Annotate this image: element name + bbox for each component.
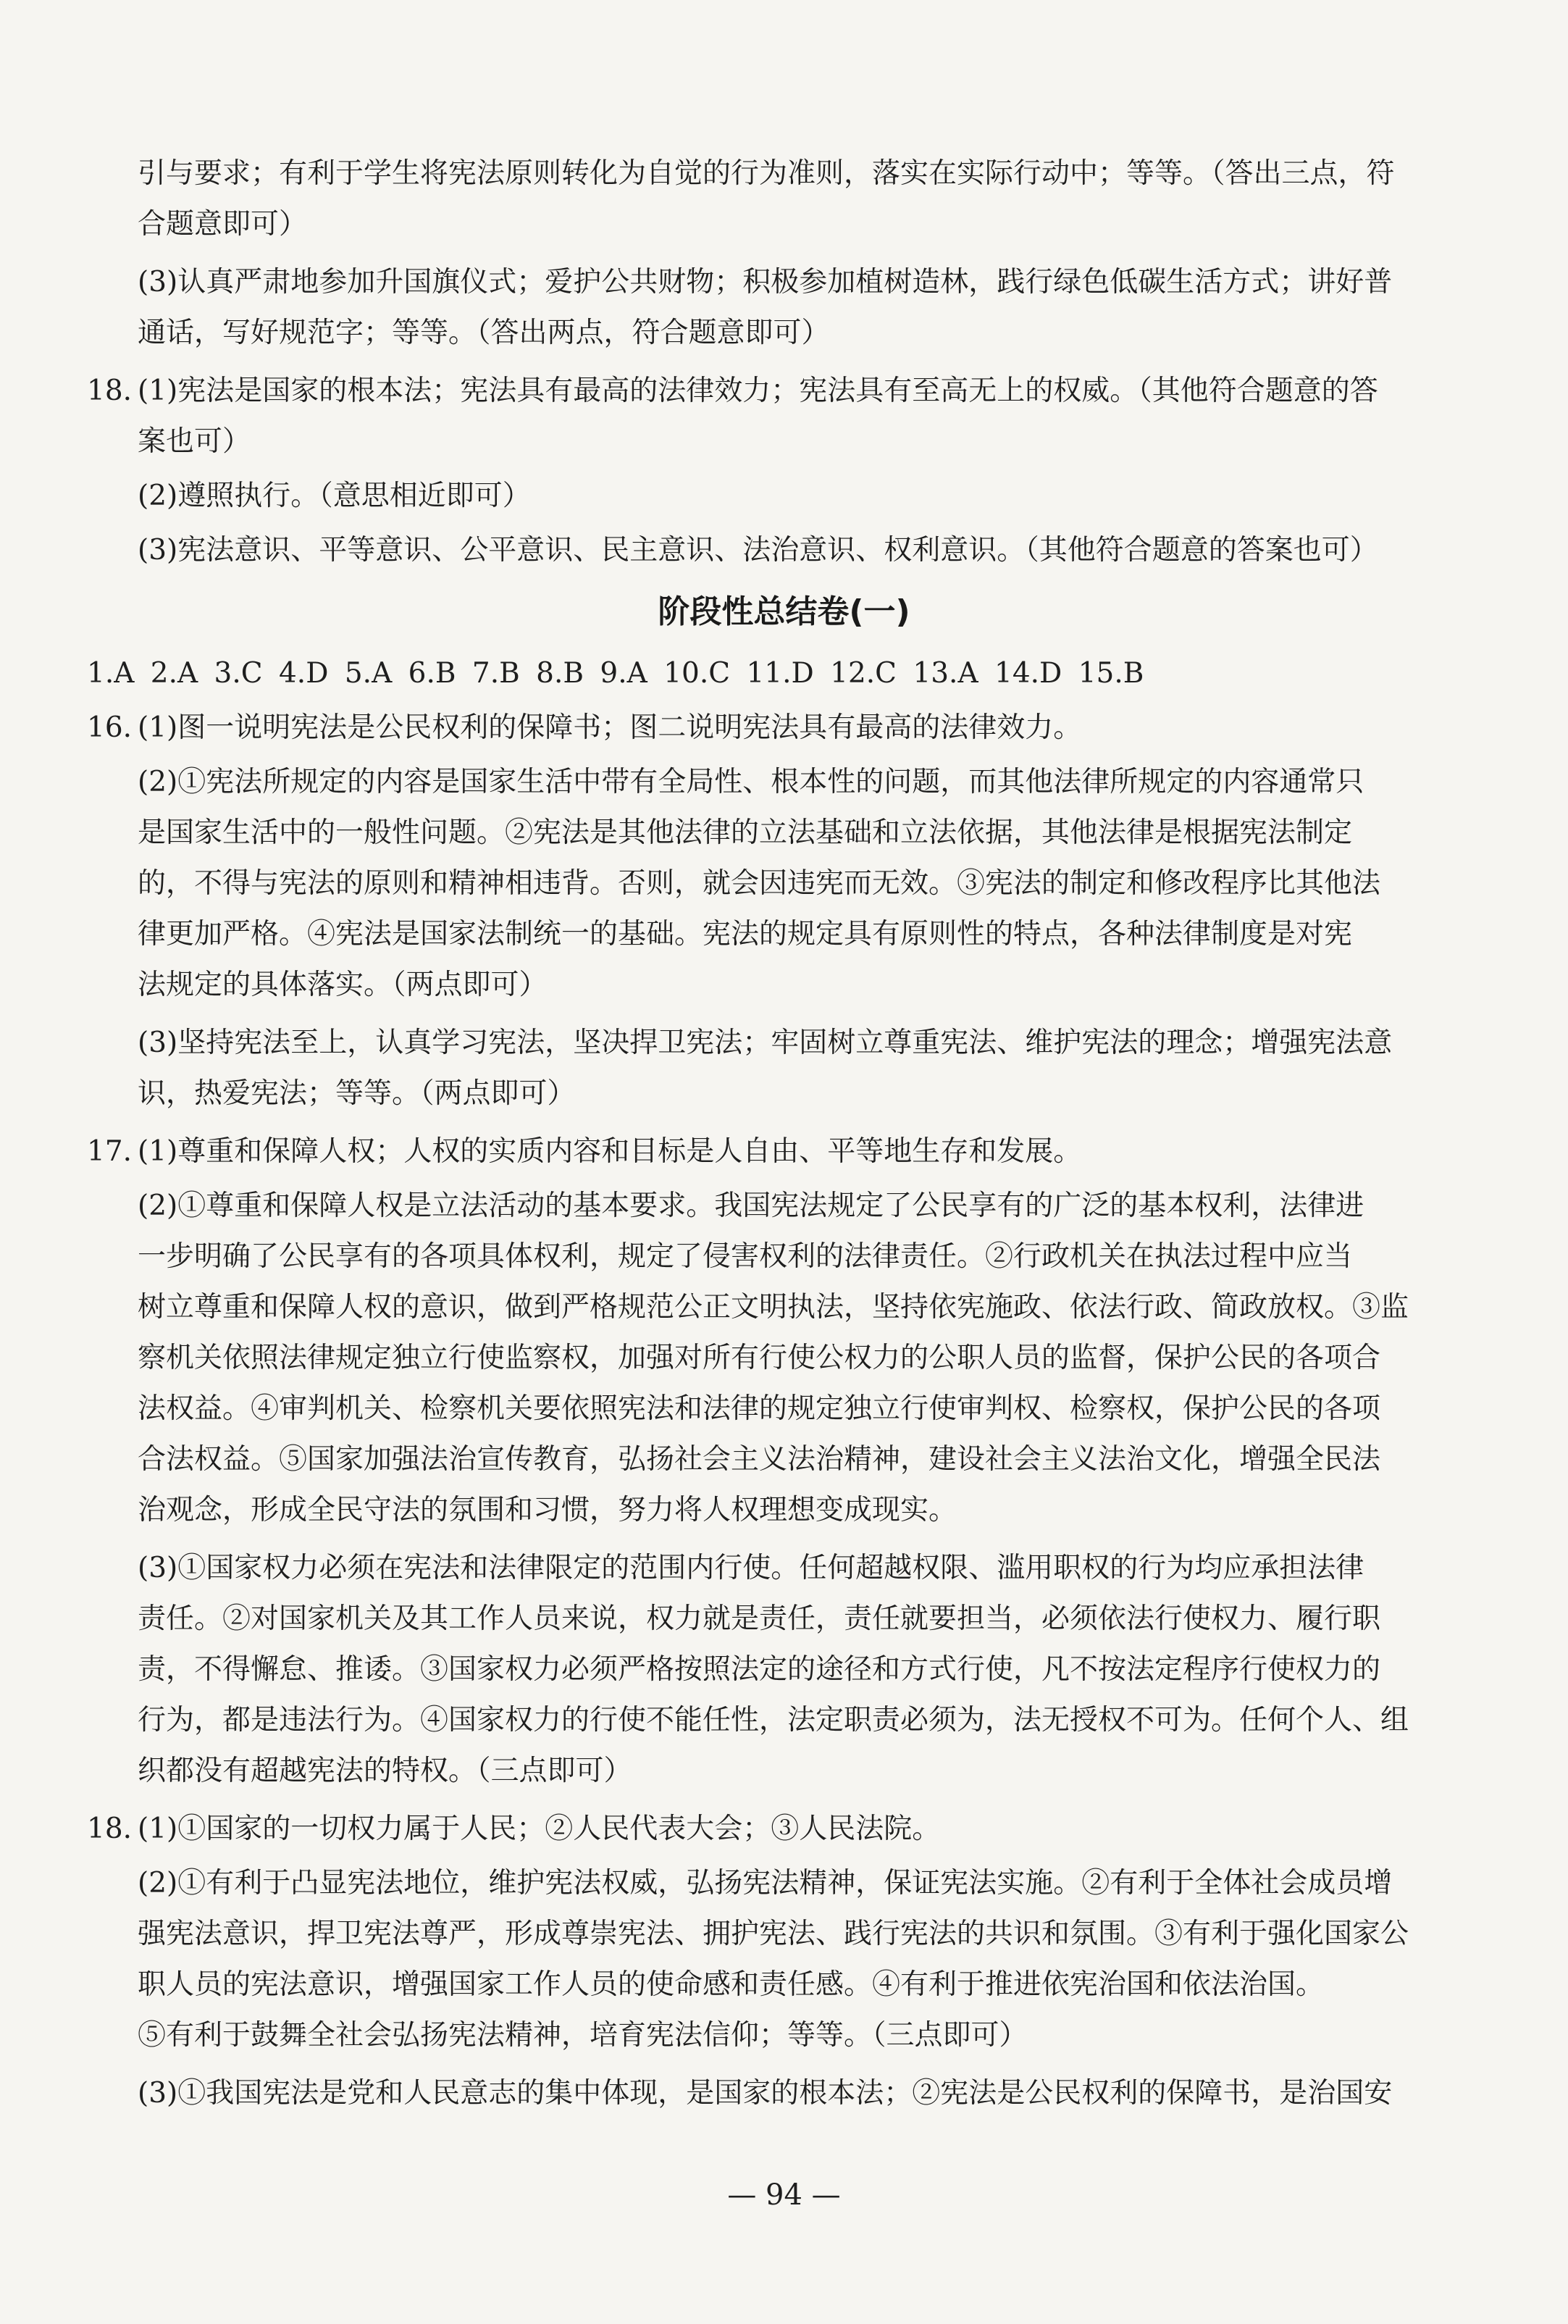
text-line: 是国家生活中的一般性问题。②宪法是其他法律的立法基础和立法依据，其他法律是根据宪法制定 <box>138 816 1353 849</box>
text-line: 强宪法意识，捍卫宪法尊严，形成尊崇宪法、拥护宪法、践行宪法的共识和氛围。③有利于强化国家公 <box>138 1918 1409 1950</box>
answer-text: (1)尊重和保障人权；人权的实质内容和目标是人自由、平等地生存和发展。 <box>138 1135 1082 1168</box>
text-line: (3)宪法意识、平等意识、公平意识、民主意识、法治意识、权利意识。（其他符合题意的答案也可） <box>138 534 1378 567</box>
text-line: ⑤有利于鼓舞全社会弘扬宪法精神，培育宪法信仰；等等。（三点即可） <box>138 2019 1028 2052</box>
text-line: 引与要求；有利于学生将宪法原则转化为自觉的行为准则，落实在实际行动中；等等。（答出三点，符 <box>138 157 1395 190</box>
text-line: 职人员的宪法意识，增强国家工作人员的使命感和责任感。④有利于推进依宪治国和依法治国。 <box>138 1968 1325 2001</box>
text-line: 法规定的具体落实。（两点即可） <box>138 969 548 1001</box>
text-line: 树立尊重和保障人权的意识，做到严格规范公正文明执法，坚持依宪施政、依法行政、简政放权。③监 <box>138 1291 1409 1324</box>
text-line: 织都没有超越宪法的特权。（三点即可） <box>138 1755 632 1787</box>
text-line: (3)认真严肃地参加升国旗仪式；爱护公共财物；积极参加植树造林，践行绿色低碳生活方式；讲好普 <box>138 266 1393 298</box>
text-line: (3)①我国宪法是党和人民意志的集中体现，是国家的根本法；②宪法是公民权利的保障书，是治国安 <box>138 2077 1393 2110</box>
question-17-part1 <box>87 1127 1463 1177</box>
section-title: 阶段性总结卷(一) <box>658 593 910 630</box>
question-number: 16. <box>87 711 133 744</box>
text-line: 责任。②对国家机关及其工作人员来说，权力就是责任，责任就要担当，必须依法行使权力、履行职 <box>138 1602 1381 1635</box>
answer-text: (1)宪法是国家的根本法；宪法具有最高的法律效力；宪法具有至高无上的权威。（其他符合题意的答 <box>138 375 1378 407</box>
question-number: 18. <box>87 1813 133 1845</box>
question-16-part1 <box>87 703 1463 753</box>
text-line: 责，不得懈怠、推诿。③国家权力必须严格按照法定的途径和方式行使，凡不按法定程序行使权力的 <box>138 1653 1381 1686</box>
page-number: — 94 — <box>727 2178 841 2212</box>
text-line: 察机关依照法律规定独立行使监察权，加强对所有行使公权力的公职人员的监督，保护公民的各项合 <box>138 1342 1381 1374</box>
text-line: 合法权益。⑤国家加强法治宣传教育，弘扬社会主义法治精神，建设社会主义法治文化，增强全民法 <box>138 1443 1381 1476</box>
choice-answers: 1.A 2.A 3.C 4.D 5.A 6.B 7.B 8.B 9.A 10.C 11.D 12.C 13.A 14.D 15.B <box>87 657 1144 690</box>
question-number: 17. <box>87 1135 133 1168</box>
answer-text: (1)图一说明宪法是公民权利的保障书；图二说明宪法具有最高的法律效力。 <box>138 711 1082 744</box>
text-line: 识，热爱宪法；等等。（两点即可） <box>138 1077 576 1110</box>
text-line: 治观念，形成全民守法的氛围和习惯，努力将人权理想变成现实。 <box>138 1494 957 1526</box>
text-line: 律更加严格。④宪法是国家法制统一的基础。宪法的规定具有原则性的特点，各种法律制度是对宪 <box>138 918 1353 950</box>
text-line: 合题意即可） <box>138 208 308 241</box>
text-line: 行为，都是违法行为。④国家权力的行使不能任性，法定职责必须为，法无授权不可为。任何个人、组 <box>138 1704 1409 1736</box>
question-18-prev-part1 <box>87 366 1463 417</box>
text-line: (2)遵照执行。（意思相近即可） <box>138 480 531 512</box>
answer-text: (1)①国家的一切权力属于人民；②人民代表大会；③人民法院。 <box>138 1813 941 1845</box>
text-line: 法权益。④审判机关、检察机关要依照宪法和法律的规定独立行使审判权、检察权，保护公民的各项 <box>138 1392 1381 1425</box>
question-18-part1 <box>87 1804 1463 1855</box>
text-line: (3)坚持宪法至上，认真学习宪法，坚决捍卫宪法；牢固树立尊重宪法、维护宪法的理念；增强宪法意 <box>138 1027 1393 1059</box>
question-number: 18. <box>87 375 133 407</box>
text-line: 案也可） <box>138 425 251 458</box>
text-line: (2)①尊重和保障人权是立法活动的基本要求。我国宪法规定了公民享有的广泛的基本权利，法律进 <box>138 1190 1364 1222</box>
text-line: 通话，写好规范字；等等。（答出两点，符合题意即可） <box>138 317 830 349</box>
text-line: (2)①宪法所规定的内容是国家生活中带有全局性、根本性的问题，而其他法律所规定的内容通常只 <box>138 766 1364 798</box>
text-line: 一步明确了公民享有的各项具体权利，规定了侵害权利的法律责任。②行政机关在执法过程中应当 <box>138 1240 1353 1273</box>
text-line: (2)①有利于凸显宪法地位，维护宪法权威，弘扬宪法精神，保证宪法实施。②有利于全体社会成员增 <box>138 1867 1393 1899</box>
text-line: 的，不得与宪法的原则和精神相违背。否则，就会因违宪而无效。③宪法的制定和修改程序比其他法 <box>138 867 1381 900</box>
text-line: (3)①国家权力必须在宪法和法律限定的范围内行使。任何超越权限、滥用职权的行为均应承担法律 <box>138 1552 1364 1584</box>
